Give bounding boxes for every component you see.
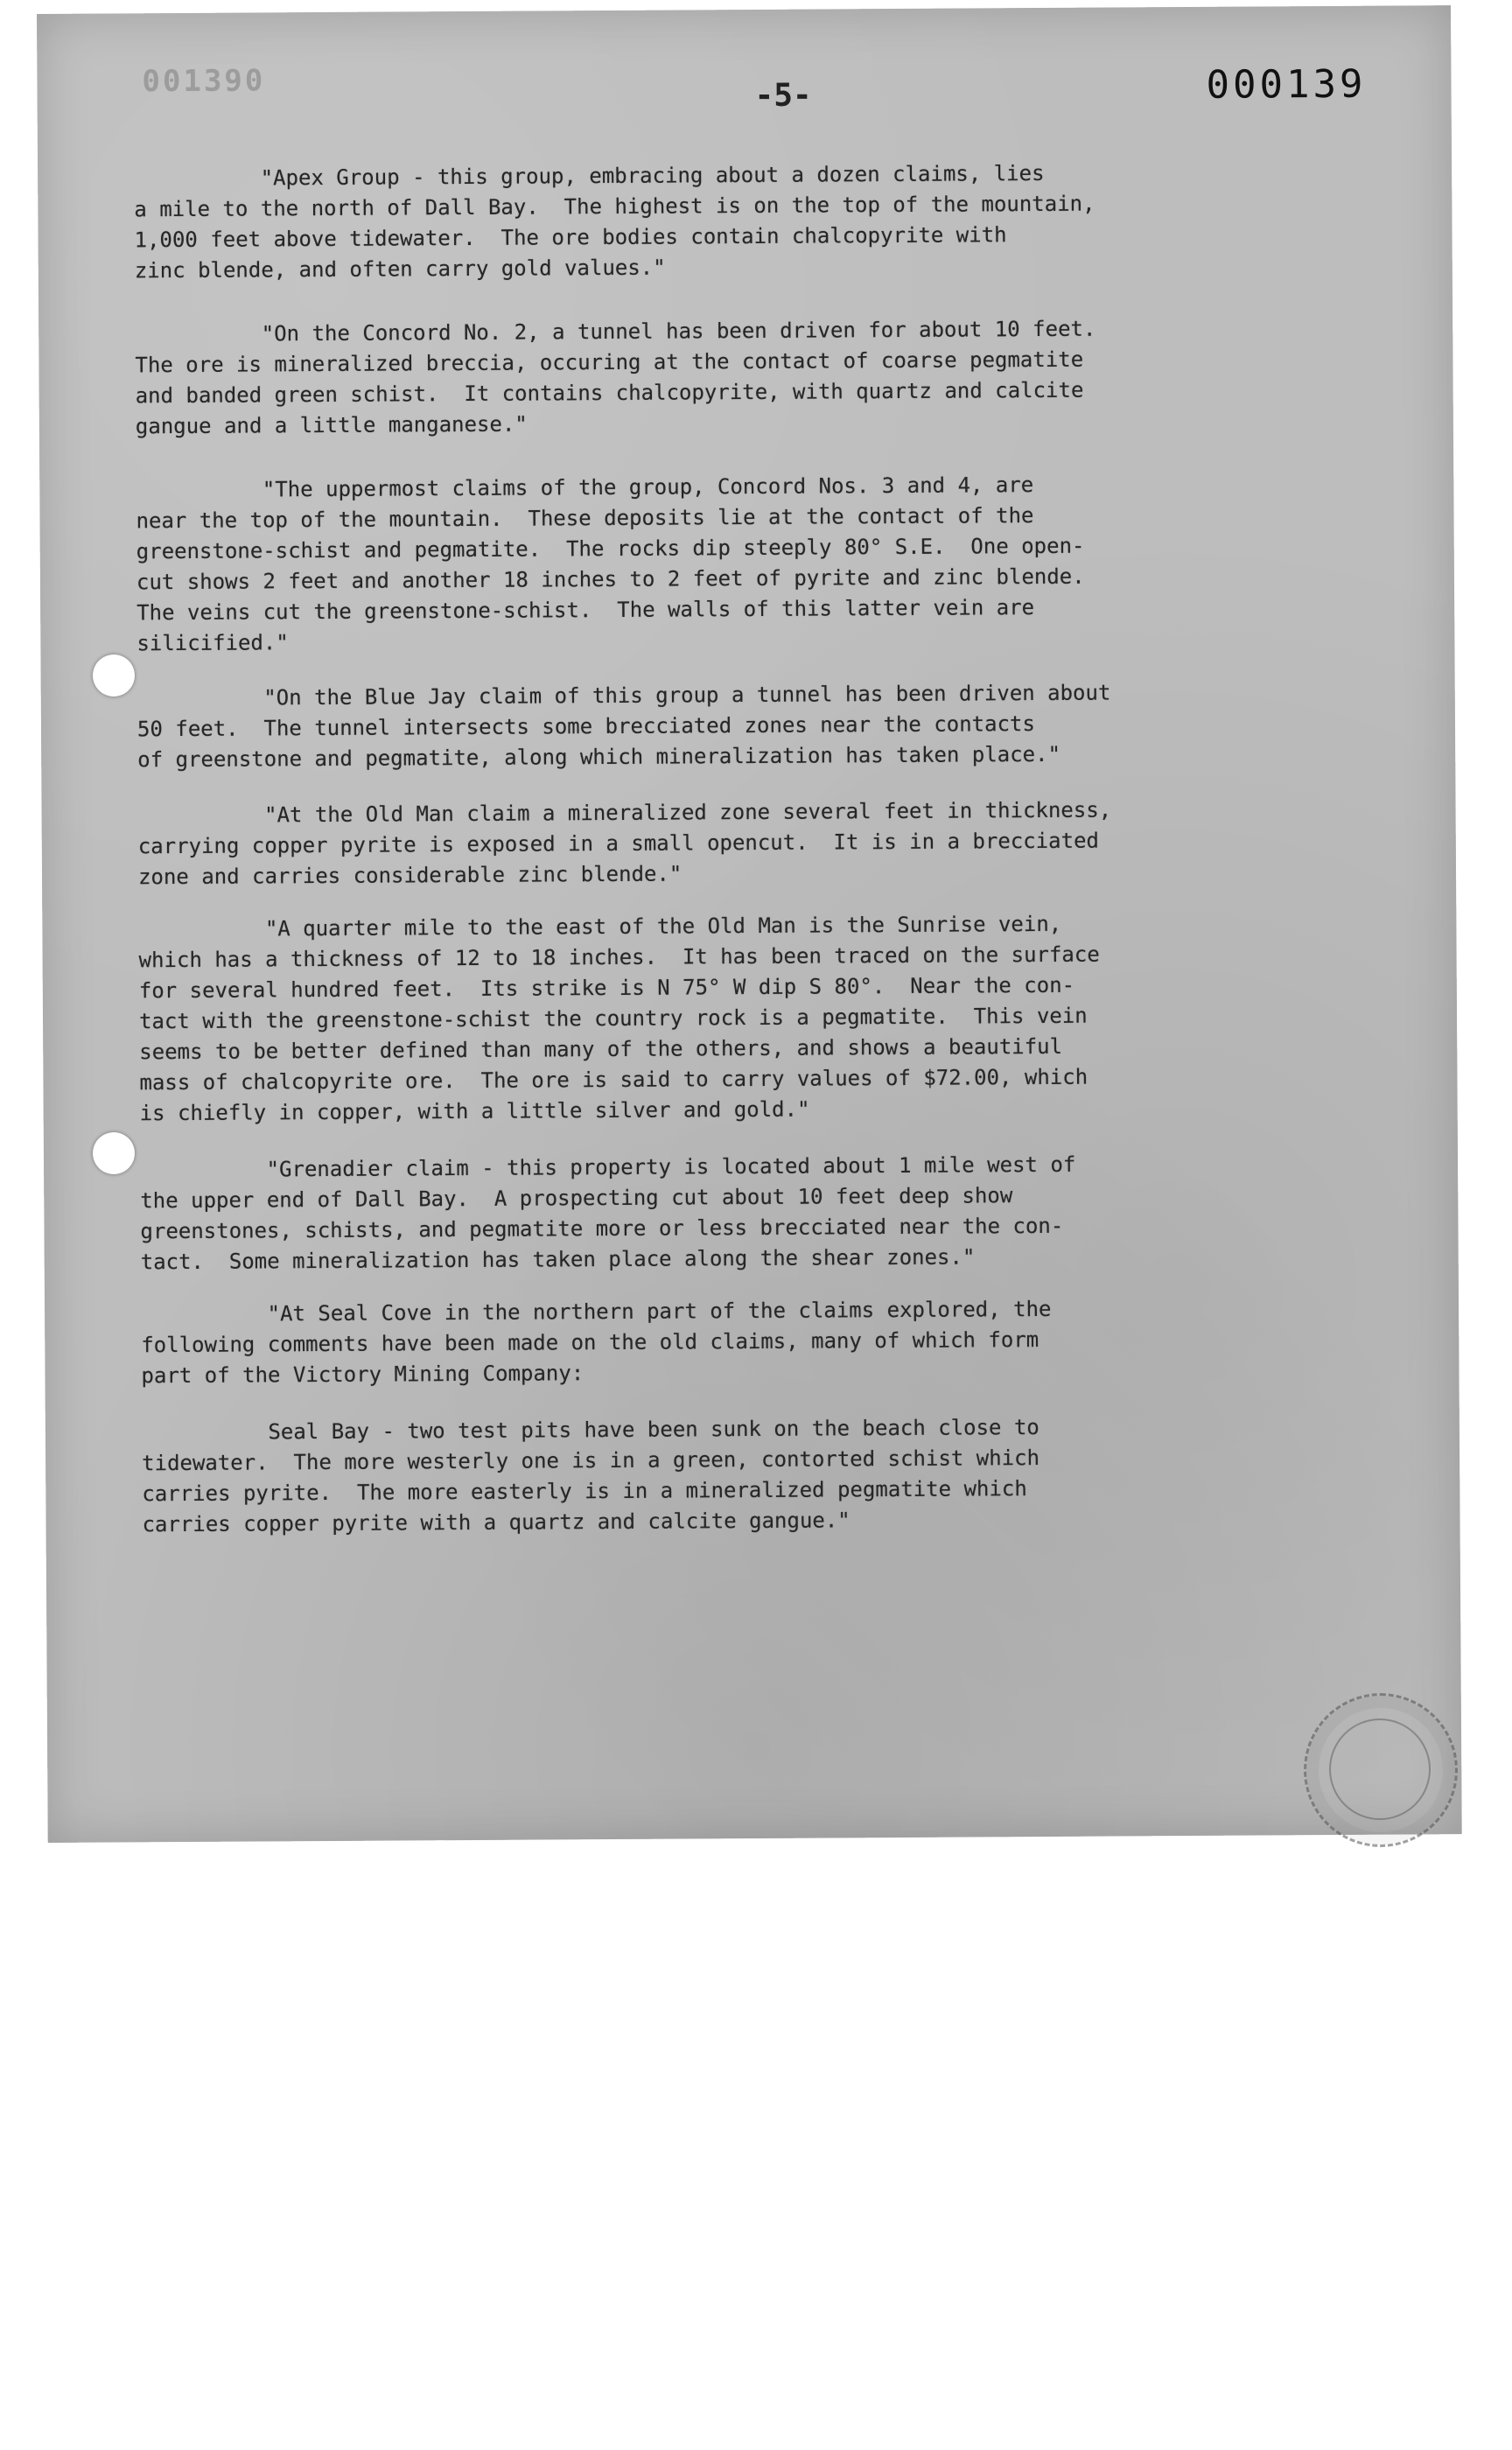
paragraph-concord-3-4: "The uppermost claims of the group, Concord Nos. 3 and 4, are near the top of the mountain. These deposits lie at the contact of the greenstone-schist and pegmatite. The rocks dip steeply 80° S.E. One open- cut shows 2 feet and another 18 inches to 2 feet of pyrite and zinc blende. The veins cut the greenstone-schist. The walls of this latter vein are silicified." <box>136 472 1085 656</box>
paragraph-seal-cove: "At Seal Cove in the northern part of the claims explored, the following comments have been made on the old claims, many of which form part of the Victory Mining Company: <box>140 1296 1052 1389</box>
page-number: -5- <box>754 77 812 114</box>
paragraph-old-man: "At the Old Man claim a mineralized zone several feet in thickness, carrying copper pyrite is exposed in a small opencut. It is in a brecciated zone and carries considerable zinc blende." <box>137 797 1112 890</box>
paragraph-concord-2: "On the Concord No. 2, a tunnel has been driven for about 10 feet. The ore is mineralized breccia, occuring at the contact of coarse pegmatite and banded green schist. It contains chalcopyrite, with quartz and calcite gangue and a little manganese." <box>135 316 1096 439</box>
archive-stamp <box>1304 1693 1458 1847</box>
paragraph-grenadier: "Grenadier claim - this property is located about 1 mile west of the upper end of Dall Bay. A prospecting cut about 10 feet deep show greenstones, schists, and pegmatite more or less brecciated near the con- tact. Some mineralization has taken place along the shear zones." <box>139 1152 1076 1275</box>
paragraph-seal-bay: Seal Bay - two test pits have been sunk on the beach close to tidewater. The more westerly one is in a green, contorted schist which carries pyrite. The more easterly is in a mineralized pegmatite which carries copper pyrite with a quartz and calcite gangue." <box>141 1415 1040 1537</box>
bleed-through-number: 001390 <box>142 63 266 100</box>
document-id: 000139 <box>1206 61 1367 108</box>
paragraph-blue-jay: "On the Blue Jay claim of this group a tunnel has been driven about 50 feet. The tunnel intersects some brecciated zones near the contacts of greenstone and pegmatite, along which mineralization has taken place." <box>136 680 1111 773</box>
punch-hole <box>93 1132 135 1174</box>
archive-stamp-inner-ring <box>1329 1718 1431 1820</box>
paragraph-apex-group: "Apex Group - this group, embracing about a dozen claims, lies a mile to the north of Dall Bay. The highest is on the top of the mountain, 1,000 feet above tidewater. The ore bodies contain chalcopyrite with zinc blende, and often carry gold values." <box>134 160 1096 284</box>
scanned-page <box>37 5 1462 1843</box>
punch-hole <box>93 654 135 696</box>
paragraph-sunrise-vein: "A quarter mile to the east of the Old Man is the Sunrise vein, which has a thickness of 12 to 18 inches. It has been traced on the surface for several hundred feet. Its strike is N 75° W dip S 80°. Near the con- tact with the greenstone-schist the country rock is a pegmatite. This vein seems to be better defined than many of the others, and shows a beautiful mass of chalcopyrite ore. The ore is said to carry values of $72.00, which is chiefly in copper, with a little silver and gold." <box>138 911 1100 1126</box>
